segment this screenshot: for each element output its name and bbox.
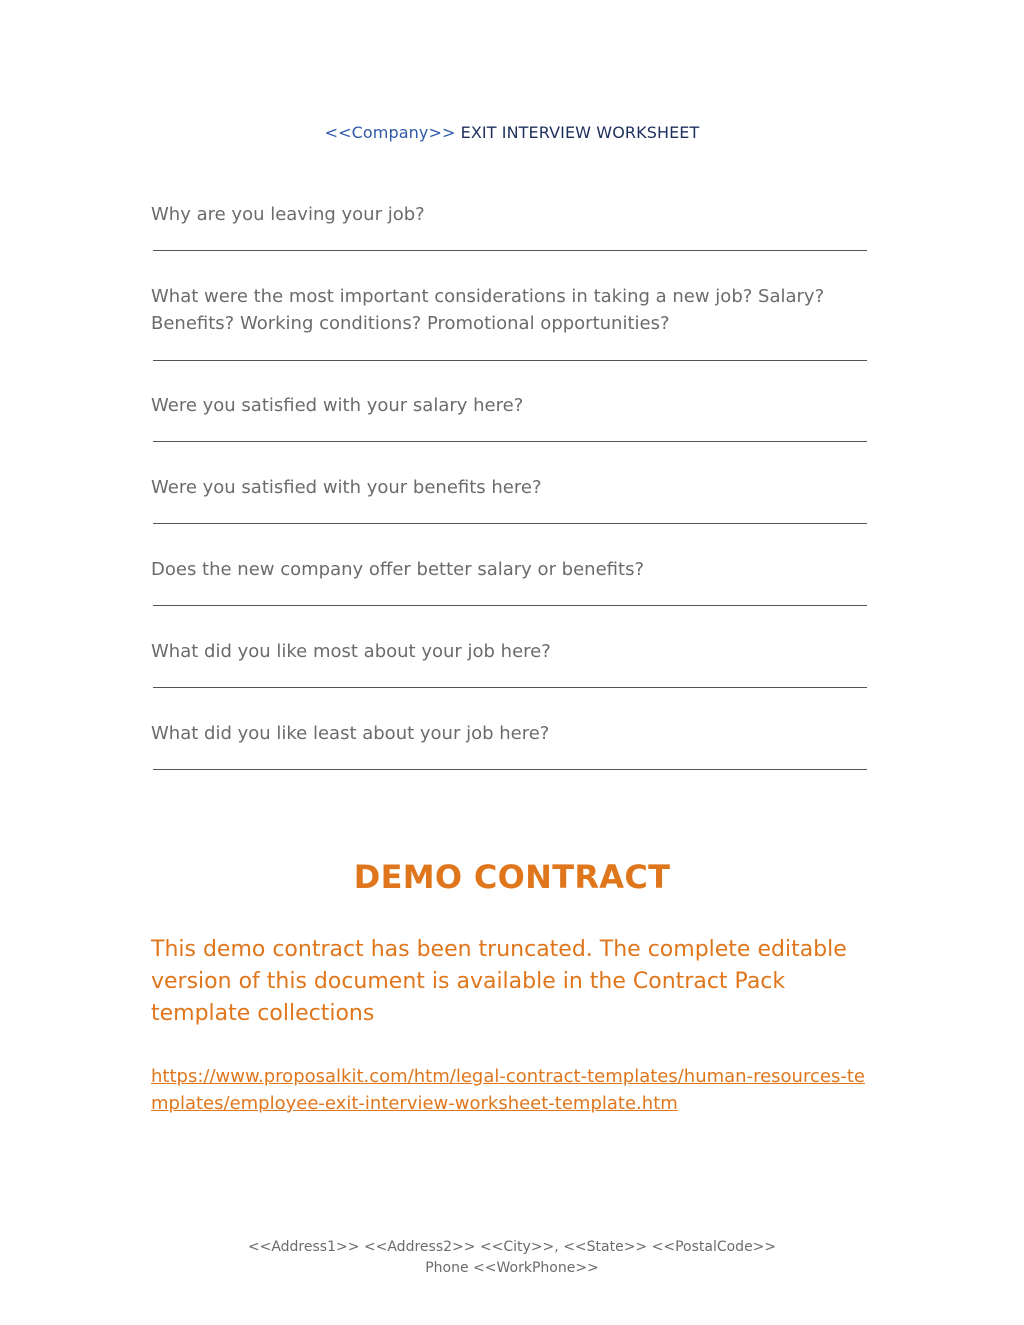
- question-5: Does the new company offer better salary or benefits?: [151, 559, 644, 580]
- template-link[interactable]: https://www.proposalkit.com/htm/legal-contract-templates/human-resources-templates/employee-exit-interview-worksheet-template.htm: [151, 1066, 865, 1114]
- question-1: Why are you leaving your job?: [151, 204, 425, 225]
- answer-line-7[interactable]: [153, 769, 867, 770]
- page-title: [0, 123, 1024, 142]
- answer-line-6[interactable]: [153, 687, 867, 688]
- question-7: What did you like least about your job here?: [151, 723, 550, 744]
- answer-line-5[interactable]: [153, 605, 867, 606]
- answer-line-1[interactable]: [153, 250, 867, 251]
- answer-line-2[interactable]: [153, 360, 867, 361]
- worksheet-title: EXIT INTERVIEW WORKSHEET: [460, 123, 700, 142]
- company-placeholder: <<Company>>: [324, 123, 456, 142]
- question-3: Were you satisfied with your salary here?: [151, 395, 524, 416]
- question-6: What did you like most about your job here?: [151, 641, 551, 662]
- question-4: Were you satisfied with your benefits here?: [151, 477, 542, 498]
- footer: [0, 1237, 1024, 1279]
- question-2: What were the most important considerations in taking a new job? Salary? Benefits? Working conditions? Promotional opportunities?: [151, 286, 825, 334]
- demo-contract-notice: This demo contract has been truncated. The complete editable version of this document is available in the Contract Pack template collections: [151, 937, 847, 1026]
- answer-line-4[interactable]: [153, 523, 867, 524]
- demo-contract-heading: DEMO CONTRACT: [353, 858, 671, 896]
- answer-line-3[interactable]: [153, 441, 867, 442]
- footer-phone: Phone <<WorkPhone>>: [425, 1260, 599, 1276]
- footer-address: <<Address1>> <<Address2>> <<City>>, <<State>> <<PostalCode>>: [247, 1239, 777, 1255]
